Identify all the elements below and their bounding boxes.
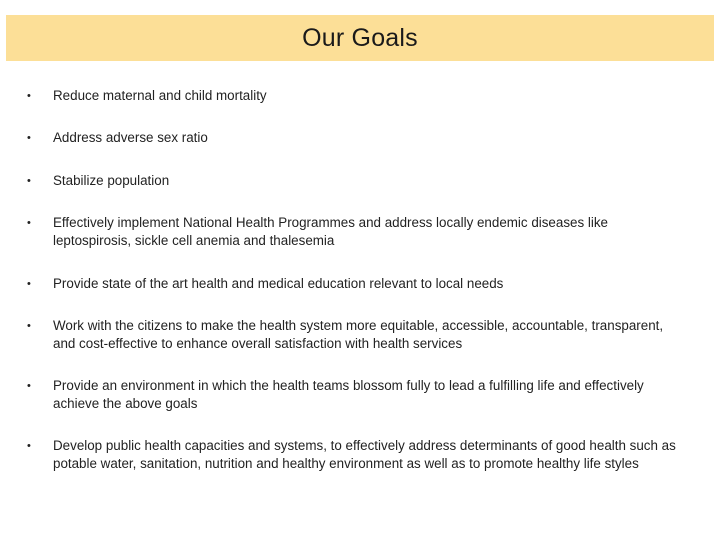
list-item <box>27 172 687 190</box>
goal-text: Reduce maternal and child mortality <box>53 88 267 103</box>
goal-text: Address adverse sex ratio <box>53 130 208 145</box>
bullet-icon: • <box>27 278 31 290</box>
list-item <box>27 214 687 250</box>
list-item <box>27 377 687 413</box>
goal-text: Stabilize population <box>53 173 170 188</box>
bullet-icon: • <box>27 175 31 187</box>
list-item <box>27 87 687 105</box>
list-item <box>27 275 687 293</box>
bullet-icon: • <box>27 90 31 102</box>
page-title: Our Goals <box>302 23 418 52</box>
bullet-icon: • <box>27 320 31 332</box>
bullet-icon: • <box>27 440 31 452</box>
goal-text: Effectively implement National Health Programmes and address locally endemic diseases like leptospirosis, sickle cell anemia and thalesemia <box>53 215 608 248</box>
list-item <box>27 129 687 147</box>
goal-text: Work with the citizens to make the health system more equitable, accessible, accountable, transparent, and cost-effective to enhance overall satisfaction with health services <box>53 318 664 351</box>
bullet-icon: • <box>27 132 31 144</box>
bullet-icon: • <box>27 217 31 229</box>
list-item <box>27 317 687 353</box>
bullet-icon: • <box>27 380 31 392</box>
list-item <box>27 437 687 473</box>
goal-text: Provide state of the art health and medical education relevant to local needs <box>53 276 504 291</box>
goal-text: Provide an environment in which the health teams blossom fully to lead a fulfilling life and effectively achieve the above goals <box>53 378 644 411</box>
goal-text: Develop public health capacities and systems, to effectively address determinants of good health such as potable water, sanitation, nutrition and healthy environment as well as to promote healthy life styles <box>53 438 676 471</box>
